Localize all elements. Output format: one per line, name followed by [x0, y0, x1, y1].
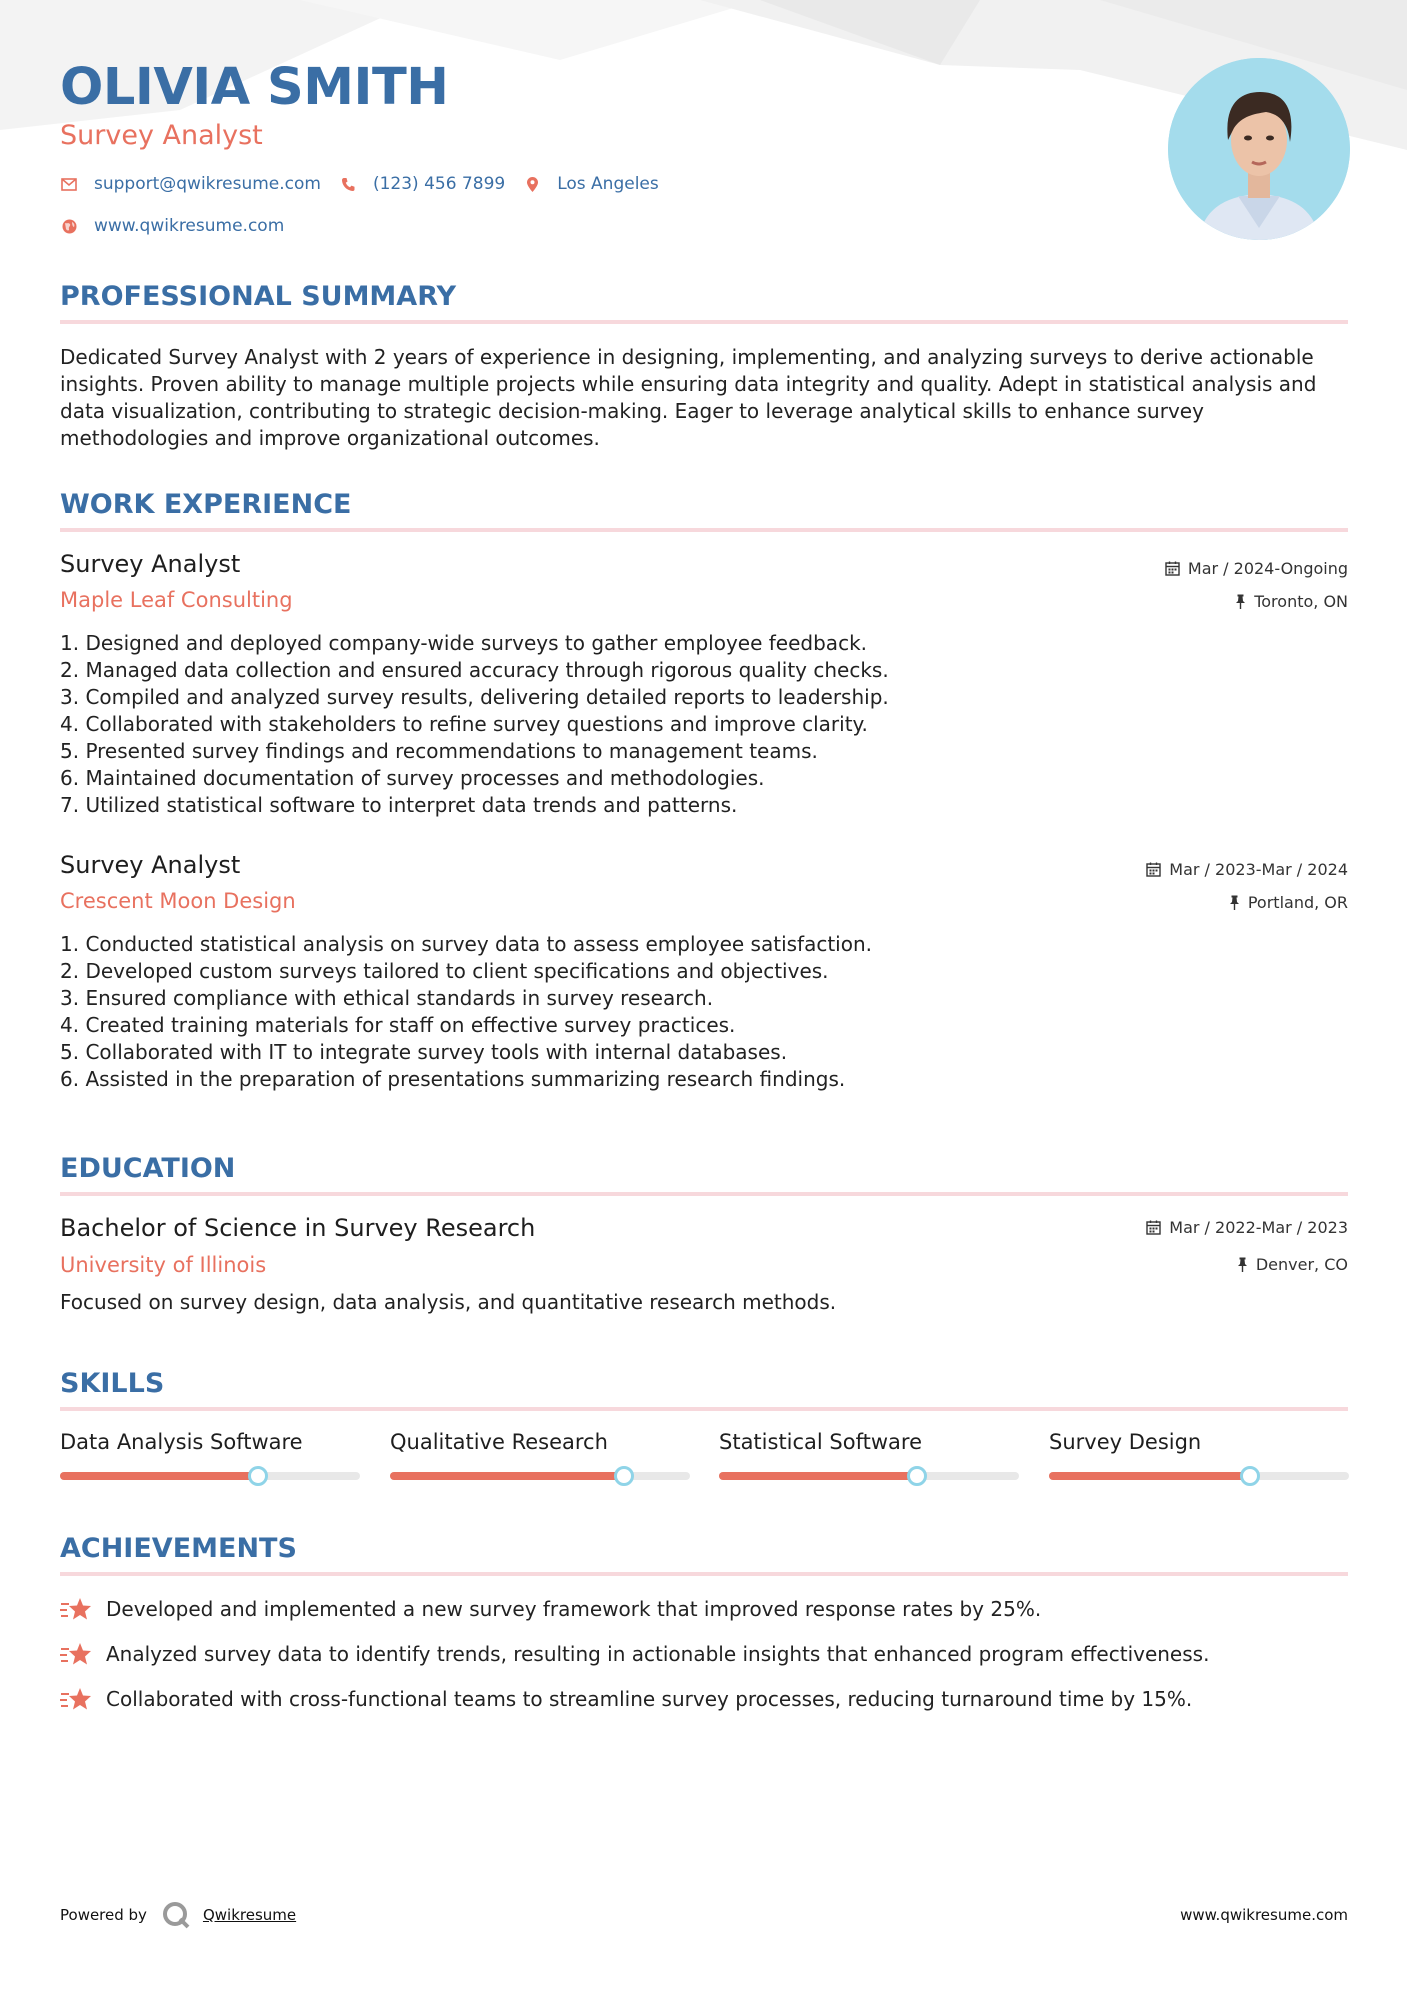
list-item: 5. Collaborated with IT to integrate survey tools with internal databases.: [60, 1040, 788, 1064]
candidate-name: OLIVIA SMITH: [60, 58, 449, 117]
list-item: 1. Conducted statistical analysis on survey data to assess employee satisfaction.: [60, 932, 873, 956]
achievement-item: [60, 1686, 1192, 1712]
job-dates-text: Mar / 2023-Mar / 2024: [1169, 860, 1348, 879]
company-name: Maple Leaf Consulting: [60, 588, 293, 612]
calendar-icon: [1146, 862, 1161, 877]
education-location: [1237, 1255, 1348, 1274]
skill-label: Qualitative Research: [390, 1430, 608, 1454]
skill-item: [60, 1430, 360, 1454]
skill-bar-track: [719, 1472, 1019, 1480]
skill-bar-knob: [1240, 1466, 1260, 1486]
contact-row: [60, 174, 677, 194]
skill-bar-fill: [1049, 1472, 1250, 1480]
job-location: [1229, 893, 1348, 912]
skill-bar-fill: [719, 1472, 917, 1480]
education-location-text: Denver, CO: [1255, 1255, 1348, 1274]
candidate-title: Survey Analyst: [60, 120, 263, 151]
star-icon: [60, 1641, 92, 1667]
achievement-item: [60, 1596, 1041, 1622]
pushpin-icon: [1237, 1257, 1248, 1272]
achievements-heading: ACHIEVEMENTS: [60, 1533, 297, 1564]
achievement-text: Developed and implemented a new survey framework that improved response rates by 25%.: [106, 1597, 1042, 1621]
job-dates: [1165, 559, 1348, 578]
summary-divider: [60, 320, 1348, 324]
education-dates: [1146, 1218, 1348, 1237]
skill-item: [390, 1430, 690, 1454]
list-item: 2. Managed data collection and ensured accuracy through rigorous quality checks.: [60, 658, 889, 682]
powered-by-label: Powered by: [60, 1906, 147, 1924]
skill-label: Data Analysis Software: [60, 1430, 303, 1454]
summary-heading: PROFESSIONAL SUMMARY: [60, 281, 457, 312]
list-item: 4. Collaborated with stakeholders to refine survey questions and improve clarity.: [60, 712, 868, 736]
qwikresume-logo-icon: [161, 1900, 191, 1930]
list-item: 3. Ensured compliance with ethical standards in survey research.: [60, 986, 714, 1010]
skill-item: [1049, 1430, 1349, 1454]
star-icon: [60, 1596, 92, 1622]
skill-bar-track: [1049, 1472, 1349, 1480]
list-item: 1. Designed and deployed company-wide surveys to gather employee feedback.: [60, 631, 868, 655]
map-pin-icon: [523, 175, 541, 193]
globe-icon: [60, 217, 78, 235]
job-dates-text: Mar / 2024-Ongoing: [1187, 559, 1348, 578]
experience-heading: WORK EXPERIENCE: [60, 489, 352, 520]
list-item: 3. Compiled and analyzed survey results, delivering detailed reports to leadership.: [60, 685, 889, 709]
star-icon: [60, 1686, 92, 1712]
envelope-icon: [60, 175, 78, 193]
calendar-icon: [1165, 561, 1180, 576]
list-item: 5. Presented survey findings and recommendations to management teams.: [60, 739, 818, 763]
website-link[interactable]: www.qwikresume.com: [94, 216, 285, 236]
location-text: Los Angeles: [557, 174, 659, 194]
list-item: 7. Utilized statistical software to interpret data trends and patterns.: [60, 793, 738, 817]
pushpin-icon: [1235, 594, 1246, 609]
education-dates-text: Mar / 2022-Mar / 2023: [1169, 1218, 1348, 1237]
education-description: Focused on survey design, data analysis, and quantitative research methods.: [60, 1290, 837, 1314]
skill-label: Survey Design: [1049, 1430, 1202, 1454]
skill-bar-knob: [248, 1466, 268, 1486]
experience-divider: [60, 528, 1348, 532]
degree-title: Bachelor of Science in Survey Research: [60, 1214, 536, 1242]
job-location-text: Toronto, ON: [1254, 592, 1348, 611]
job-location-text: Portland, OR: [1247, 893, 1348, 912]
job-title: Survey Analyst: [60, 550, 241, 578]
job-location: [1235, 592, 1348, 611]
list-item: 4. Created training materials for staff on effective survey practices.: [60, 1013, 736, 1037]
skill-bar-fill: [60, 1472, 258, 1480]
summary-text: Dedicated Survey Analyst with 2 years of experience in designing, implementing, and analyzing surveys to derive actionable insights. Proven ability to manage multiple projects while ensuring data integrity and quality. Adept in statistical analysis and data visualization, contributing to strategic decision-making. Eager to leverage analytical skills to enhance survey methodologies and improve organizational outcomes.: [60, 345, 1317, 450]
qwikresume-link[interactable]: Qwikresume: [202, 1906, 297, 1924]
skill-bar-track: [60, 1472, 360, 1480]
list-item: 6. Assisted in the preparation of presentations summarizing research findings.: [60, 1067, 846, 1091]
achievement-text: Analyzed survey data to identify trends, resulting in actionable insights that enhanced program effectiveness.: [106, 1642, 1210, 1666]
education-heading: EDUCATION: [60, 1153, 236, 1184]
phone-number[interactable]: (123) 456 7899: [372, 174, 506, 194]
school-name: University of Illinois: [60, 1253, 267, 1277]
footer-website-link[interactable]: www.qwikresume.com: [1180, 1906, 1348, 1924]
job-dates: [1146, 860, 1348, 879]
footer-powered-by: [60, 1900, 296, 1930]
skill-bar-track: [390, 1472, 690, 1480]
skills-divider: [60, 1407, 1348, 1411]
company-name: Crescent Moon Design: [60, 889, 296, 913]
list-item: 2. Developed custom surveys tailored to client specifications and objectives.: [60, 959, 829, 983]
skills-heading: SKILLS: [60, 1368, 165, 1399]
achievements-divider: [60, 1572, 1348, 1576]
achievement-item: [60, 1641, 1209, 1667]
list-item: 6. Maintained documentation of survey processes and methodologies.: [60, 766, 765, 790]
job-bullets: [60, 931, 872, 1093]
email-link[interactable]: support@qwikresume.com: [94, 174, 321, 194]
calendar-icon: [1146, 1220, 1161, 1235]
website-row: [60, 216, 302, 236]
job-bullets: [60, 630, 889, 819]
pushpin-icon: [1229, 895, 1240, 910]
skill-bar-knob: [907, 1466, 927, 1486]
skill-label: Statistical Software: [719, 1430, 923, 1454]
job-title: Survey Analyst: [60, 851, 241, 879]
phone-icon: [339, 175, 357, 193]
skill-bar-fill: [390, 1472, 624, 1480]
skill-item: [719, 1430, 1019, 1454]
profile-photo: [1168, 58, 1350, 240]
achievement-text: Collaborated with cross-functional teams to streamline survey processes, reducing turnaround time by 15%.: [106, 1687, 1193, 1711]
skill-bar-knob: [614, 1466, 634, 1486]
education-divider: [60, 1192, 1348, 1196]
